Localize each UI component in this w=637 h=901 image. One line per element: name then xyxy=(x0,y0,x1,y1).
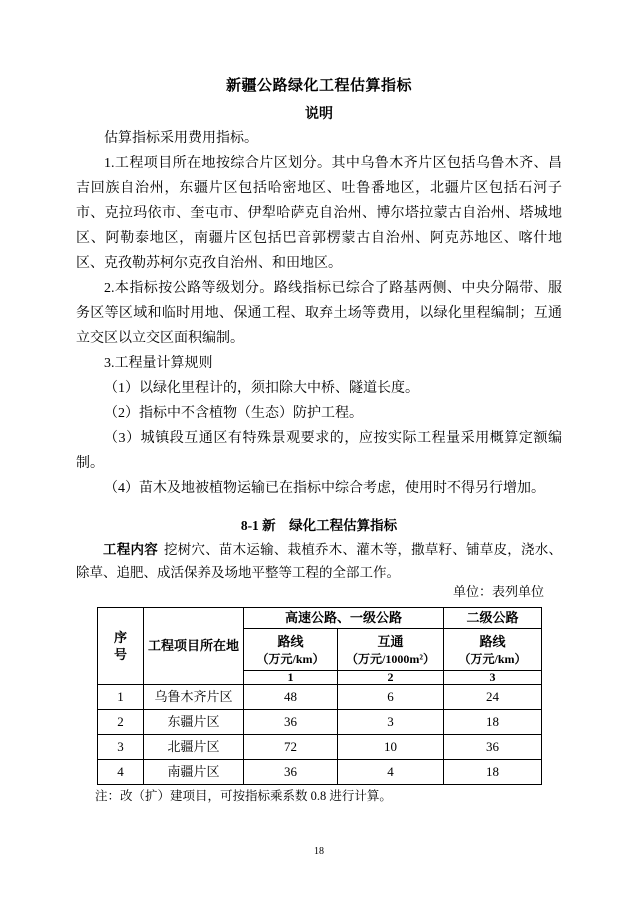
paragraph-rule-1: （1）以绿化里程计的，须扣除大中桥、隧道长度。 xyxy=(104,381,419,396)
subtitle: 说明 xyxy=(305,107,333,122)
work-content-paragraph xyxy=(76,538,562,584)
page-title: 新疆公路绿化工程估算指标 xyxy=(225,78,412,94)
row-line2-value: 24 xyxy=(444,685,542,710)
row-interchange-value: 10 xyxy=(338,735,444,760)
row-line-value: 36 xyxy=(244,710,338,735)
col-number-2: 2 xyxy=(338,671,444,685)
row-interchange-value: 4 xyxy=(338,760,444,785)
table-row xyxy=(98,710,542,735)
paragraph-rule-2: （2）指标中不含植物（生态）防护工程。 xyxy=(104,406,363,421)
body-text xyxy=(76,126,562,501)
row-location: 北疆片区 xyxy=(144,735,244,760)
header-seq-label: 序号 xyxy=(113,630,127,662)
work-content-text: 挖树穴、苗木运输、栽植乔木、灌木等，撒草籽、铺草皮，浇水、除草、追肥、成活保养及场地平整等工程的全部工作。 xyxy=(76,542,563,580)
row-location: 乌鲁木齐片区 xyxy=(144,685,244,710)
indicator-table xyxy=(97,607,542,785)
paragraph-1: 1.工程项目所在地按综合片区划分。其中乌鲁木齐片区包括乌鲁木齐、昌吉回族自治州，东疆片区包括哈密地区、吐鲁番地区，北疆片区包括石河子市、克拉玛依市、奎屯市、伊犁哈萨克自治州、博尔塔拉蒙古自治州、塔城地区、阿勒泰地区，南疆片区包括巴音郭楞蒙古自治州、阿克苏地区、喀什地区、克孜勒苏柯尔克孜自治州、和田地区。 xyxy=(76,156,562,271)
row-line2-value: 18 xyxy=(444,760,542,785)
row-interchange-value: 3 xyxy=(338,710,444,735)
row-line2-value: 36 xyxy=(444,735,542,760)
header-col-line2-name: 路线 xyxy=(479,633,506,649)
paragraph-rule-4: （4）苗木及地被植物运输已在指标中综合考虑，使用时不得另行增加。 xyxy=(104,481,545,496)
paragraph-rule-3: （3）城镇段互通区有特殊景观要求的，应按实际工程量采用概算定额编制。 xyxy=(76,431,562,471)
header-col-line2 xyxy=(444,629,542,671)
col-number-3: 3 xyxy=(444,671,542,685)
row-interchange-value: 6 xyxy=(338,685,444,710)
row-line-value: 48 xyxy=(244,685,338,710)
header-seq-cell xyxy=(98,608,144,685)
header-location-cell: 工程项目所在地 xyxy=(144,608,244,685)
table-footnote: 注：改（扩）建项目，可按指标乘系数 0.8 进行计算。 xyxy=(95,789,392,803)
row-line-value: 72 xyxy=(244,735,338,760)
table-section-heading: 8-1 新 绿化工程估算指标 xyxy=(240,518,398,533)
paragraph-intro: 估算指标采用费用指标。 xyxy=(104,131,258,146)
header-col-line1-name: 路线 xyxy=(277,633,304,649)
unit-note: 单位：表列单位 xyxy=(452,584,544,599)
row-line-value: 36 xyxy=(244,760,338,785)
header-group-secondary: 二级公路 xyxy=(444,608,542,629)
paragraph-2: 2.本指标按公路等级划分。路线指标已综合了路基两侧、中央分隔带、服务区等区域和临时用地、保通工程、取弃土场等费用，以绿化里程编制；互通立交区以立交区面积编制。 xyxy=(76,281,562,346)
table-row xyxy=(98,685,542,710)
header-col-line1-unit: （万元/km） xyxy=(256,651,325,666)
table-row xyxy=(98,735,542,760)
row-location: 南疆片区 xyxy=(144,760,244,785)
row-seq: 4 xyxy=(98,760,144,785)
header-col-interchange-name: 互通 xyxy=(377,633,404,649)
table-header-row-groups xyxy=(98,608,542,629)
header-col-interchange xyxy=(338,629,444,671)
header-col-interchange-unit: （万元/1000m²） xyxy=(346,651,435,666)
row-seq: 3 xyxy=(98,735,144,760)
row-seq: 2 xyxy=(98,710,144,735)
table-row xyxy=(98,760,542,785)
row-seq: 1 xyxy=(98,685,144,710)
row-line2-value: 18 xyxy=(444,710,542,735)
header-col-line2-unit: （万元/km） xyxy=(458,651,527,666)
page-number: 18 xyxy=(314,846,324,857)
row-location: 东疆片区 xyxy=(144,710,244,735)
paragraph-3: 3.工程量计算规则 xyxy=(104,356,213,371)
header-group-expressway: 高速公路、一级公路 xyxy=(244,608,444,629)
col-number-1: 1 xyxy=(244,671,338,685)
work-content-label: 工程内容 xyxy=(103,542,158,557)
header-col-line1 xyxy=(244,629,338,671)
